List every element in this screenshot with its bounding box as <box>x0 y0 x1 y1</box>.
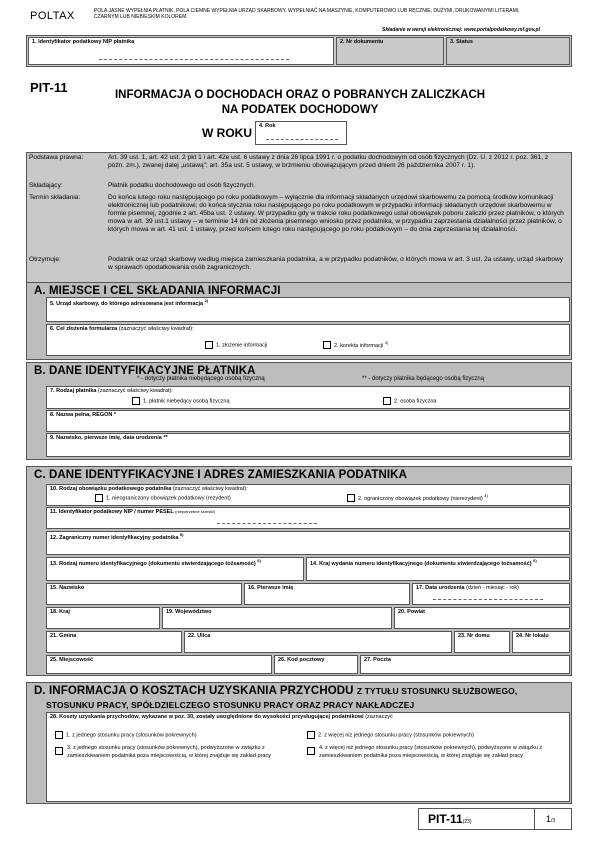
form-title-line1: INFORMACJA O DOCHODACH ORAZ O POBRANYCH ZALICZKACH <box>114 89 486 101</box>
checkbox-icon[interactable] <box>55 747 63 755</box>
footer-divider <box>534 808 535 830</box>
purpose-option-submit[interactable]: 1. złożenie informacji <box>205 341 267 349</box>
foreign-id-field[interactable]: 12. Zagraniczny numer identyfikacyjny podatnika $^{5)}$ <box>46 531 570 555</box>
electronic-note: Składanie w wersji elektronicznej: www.portalpodatkowy.mf.gov.pl <box>382 27 540 33</box>
natural-person-note: ** - dotyczy płatnika będącego osobą fizyczną <box>362 376 485 382</box>
costs-option-2[interactable]: 2. z więcej niż jednego stosunku pracy (stosunków pokrewnych) <box>307 731 474 739</box>
tax-office-field[interactable]: 5. Urząd skarbowy, do którego adresowana jest informacja $^{2)}$ <box>46 297 570 322</box>
legal-person-note: * - dotyczy płatnika niebędącego osobą fizyczną <box>137 376 265 382</box>
checkbox-icon[interactable] <box>307 731 315 739</box>
status-field: 3. Status <box>446 37 570 65</box>
checkbox-icon[interactable] <box>307 747 315 755</box>
section-a-title: A. MIEJSCE I CEL SKŁADANIA INFORMACJI <box>34 285 281 297</box>
house-number-field[interactable]: 23. Nr domu <box>454 631 510 653</box>
form-title-line2: NA PODATEK DOCHODOWY <box>221 104 379 116</box>
payer-type-option-entity[interactable]: 1. płatnik niebędący osobą fizyczną <box>132 397 230 405</box>
year-field[interactable]: 4. Rok <box>255 121 347 145</box>
submitter-text: Płatnik podatku dochodowego od osób fizycznych. <box>108 182 256 189</box>
id-document-type-field[interactable]: 13. Rodzaj numeru identyfikacyjnego (dokumentu stwierdzającego tożsamość) $^{6)}$ <box>46 557 304 581</box>
costs-option-4[interactable]: 4. z więcej niż jednego stosunku pracy (stosunków pokrewnych), podwyższone w związku z zamieszkiwaniem podatnika poza miejscowością, w której znajduje się zakład pracy <box>307 745 547 760</box>
id-issuing-country-field[interactable]: 14. Kraj wydania numeru identyfikacyjnego (dokumentu stwierdzającego tożsamość) $^{6)}$ <box>306 557 570 581</box>
legal-basis-text: Art. 39 ust. 1, art. 42 ust. 2 pkt 1 i art. 42e ust. 6 ustawy z dnia 26 lipca 1991 r. o podatku dochodowym od osób fizycznych (Dz. U. z 2012 r. poz. 361, z późn. zm.), zwanej dalej „ustawą”; art. 35a ust. 5 ustawy, w brzmieniu obowiązującym przed dniem 26 października 2007 r. 1). <box>108 154 549 169</box>
submitter-label: Składający: <box>29 182 63 189</box>
section-d-title: D. INFORMACJA O KOSZTACH UZYSKANIA PRZYCHODU Z TYTUŁU STOSUNKU SŁUŻBOWEGO, <box>34 685 518 697</box>
tax-obligation-field: 10. Rodzaj obowiązku podatkowego podatnika (zaznaczyć właściwy kwadrat): 1. nieograniczony obowiązek podatkowy (rezydent) 2. ograniczony obowiązek podatkowy (nierezydent) $^{4)}$ <box>46 484 570 506</box>
payer-type-field: 7. Rodzaj płatnika (zaznaczyć właściwy kwadrat): 1. płatnik niebędący osobą fizyczną 2. osoba fizyczna <box>46 386 570 409</box>
section-d-title-line2: STOSUNKU PRACY, SPÓŁDZIELCZEGO STOSUNKU PRACY ORAZ PRACY NAKŁADCZEJ <box>46 700 415 710</box>
costs-option-3[interactable]: 3. z jednego stosunku pracy (stosunków pokrewnych), podwyższone w związku z zamieszkiwaniem podatnika poza miejscowością, w której znajduje się zakład pracy <box>55 745 295 760</box>
street-field[interactable]: 22. Ulica <box>184 631 452 653</box>
payer-name-regon-field[interactable]: 8. Nazwa pełna, REGON * <box>46 410 570 432</box>
document-number-field: 2. Nr dokumentu <box>336 37 444 65</box>
deadline-label: Termin składania: <box>29 194 81 201</box>
fill-instructions: POLA JASNE WYPEŁNIA PŁATNIK, POLA CIEMNE WYPEŁNIA URZĄD SKARBOWY. WYPEŁNIAĆ NA MASZYNIE, KOMPUTEROWO LUB RĘCZNIE, DUŻYMI, DRUKOWANYMI LITERAMI, CZARNYM LUB NIEBIESKIM KOLOREM. <box>94 8 520 20</box>
deadline-text: Do końca lutego roku następującego po roku podatkowym – wyłącznie dla informacji składanych urzędowi skarbowemu za pomocą środków komunikacji elektronicznej lub podatnikowi; do końca stycznia roku następującego po roku podatkowym w przypadku informacji składanych urzędowi skarbowemu w formie pisemnej, zgodnie z art. 45ba ust. 2 ustawy. W przypadku gdy w trakcie roku podatkowego ustał obowiązek poboru zaliczki przez płatników, o których mowa w art. 39 ust.1 ustawy – w terminie 14 dni od złożenia pisemnego wniosku przez podatnika, w przypadku zaprzestania działalności przez płatników, o których mowa w art. 41 ust. 1 ustawy, przed końcem lutego roku następującego po roku podatkowym – do dnia zaprzestania tej działalności. <box>108 194 564 233</box>
obligation-option-nonresident[interactable]: 2. ograniczony obowiązek podatkowy (nierezydent) $^{4)}$ <box>347 494 488 502</box>
post-office-field[interactable]: 27. Poczta <box>360 655 570 674</box>
checkbox-icon[interactable] <box>95 494 103 502</box>
year-label: W ROKU <box>202 126 252 140</box>
municipality-field[interactable]: 21. Gmina <box>46 631 182 653</box>
purpose-field: 6. Cel złożenia formularza (zaznaczyć właściwy kwadrat): 1. złożenie informacji 2. korekta informacji $^{3)}$ <box>46 324 570 356</box>
purpose-option-correction[interactable]: 2. korekta informacji $^{3)}$ <box>323 341 388 349</box>
birth-date-field[interactable]: 17. Data urodzenia (dzień - miesiąc - rok) <box>412 583 570 605</box>
checkbox-icon[interactable] <box>323 341 331 349</box>
checkbox-icon[interactable] <box>132 397 140 405</box>
locality-field[interactable]: 25. Miejscowość <box>46 655 272 674</box>
checkbox-icon[interactable] <box>347 494 355 502</box>
section-b-title: B. DANE IDENTYFIKACYJNE PŁATNIKA <box>34 365 256 377</box>
apartment-number-field[interactable]: 24. Nr lokalu <box>512 631 570 653</box>
obligation-option-resident[interactable]: 1. nieograniczony obowiązek podatkowy (rezydent) <box>95 494 231 502</box>
footer-form-code: PIT-11(23) <box>428 812 472 826</box>
checkbox-icon[interactable] <box>55 731 63 739</box>
income-costs-field: 28. Koszty uzyskania przychodów, wykazane w poz. 30, zostały uwzględnione do wysokości przysługującej podatnikowi (zaznaczyć 1. z jednego stosunku pracy (stosunków pokrewnych) 2. z więcej niż jednego stosunku pracy (stosunków pokrewnych) 3. z jednego stosunku pracy (stosunków pokrewnych), podwyższone w związku z zamieszkiwaniem podatnika poza miejscowością, w której znajduje się zakład pracy 4. z więcej niż jednego stosunku pracy (stosunków pokrewnych), podwyższone w związku z zamieszkiwaniem podatnika poza miejscowością, w której znajduje się zakład pracy <box>46 712 570 802</box>
recipient-text: Podatnik oraz urząd skarbowy według miejsca zamieszkania podatnika, a w przypadku podatników, o których mowa w art. 3 ust. 2a ustawy, urząd skarbowy w sprawach opodatkowania osób zagranicznych. <box>108 256 564 271</box>
payer-nip-field[interactable]: 1. Identyfikator podatkowy NIP płatnika <box>28 37 334 65</box>
page-number: 1/3 <box>546 814 556 824</box>
checkbox-icon[interactable] <box>383 397 391 405</box>
payer-person-field[interactable]: 9. Nazwisko, pierwsze imię, data urodzenia ** <box>46 433 570 457</box>
legal-basis-label: Podstawa prawna: <box>29 154 84 161</box>
district-field[interactable]: 20. Powiat <box>394 607 570 629</box>
taxpayer-nip-pesel-field[interactable]: 11. Identyfikator podatkowy NIP / numer PESEL (niepotrzebne skreślić) <box>46 507 570 529</box>
country-field[interactable]: 18. Kraj <box>46 607 160 629</box>
checkbox-icon[interactable] <box>205 341 213 349</box>
recipient-label: Otrzymuje: <box>29 256 61 263</box>
costs-option-1[interactable]: 1. z jednego stosunku pracy (stosunków pokrewnych) <box>55 731 197 739</box>
postal-code-field[interactable]: 26. Kod pocztowy <box>274 655 358 674</box>
form-code: PIT-11 <box>30 80 68 95</box>
voivodeship-field[interactable]: 19. Województwo <box>162 607 392 629</box>
surname-field[interactable]: 15. Nazwisko <box>46 583 242 605</box>
brand-label: POLTAX <box>30 10 75 22</box>
section-c-title: C. DANE IDENTYFIKACYJNE I ADRES ZAMIESZKANIA PODATNIKA <box>34 469 407 481</box>
payer-type-option-person[interactable]: 2. osoba fizyczna <box>383 397 437 405</box>
first-name-field[interactable]: 16. Pierwsze imię <box>244 583 410 605</box>
